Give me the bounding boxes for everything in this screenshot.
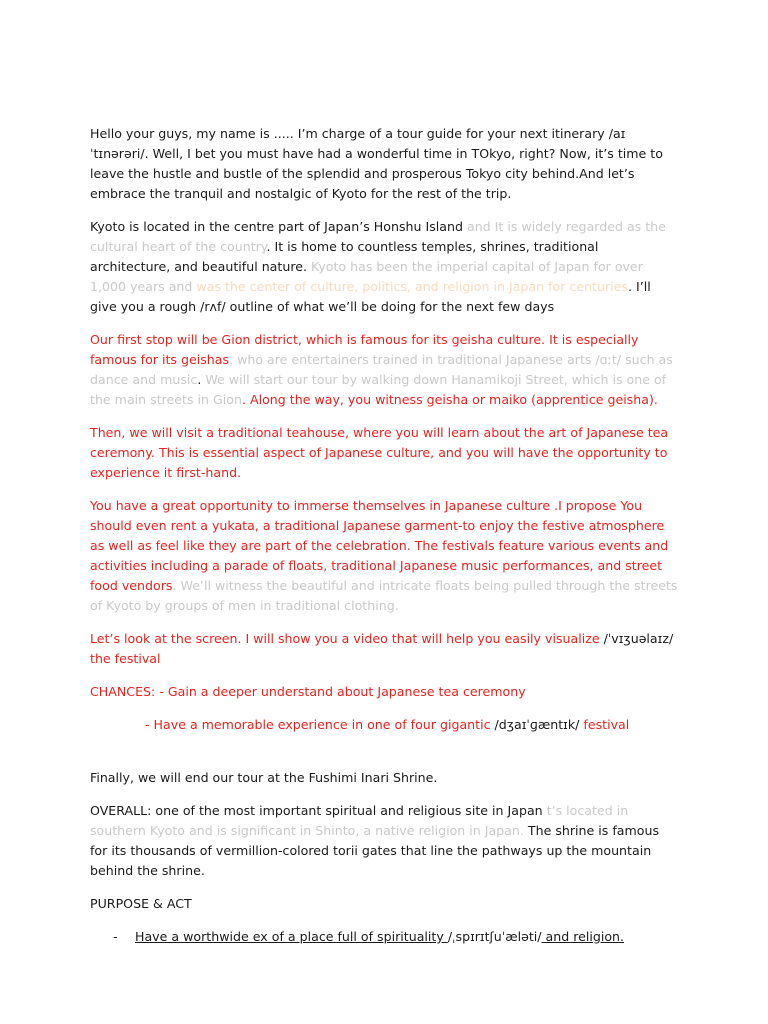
gion-text-b-faded: , who are entertainers trained in traditional Japanese arts /ɑːt/ such as dance and music [90, 352, 673, 387]
overall-text-c: The shrine is famous for its thousands of vermillion-colored torii gates that line the pathways up the mountain behind the shrine. [90, 823, 660, 878]
purpose-item-text [135, 927, 624, 947]
intro-text: Hello your guys, my name is ..... I’m charge of a tour guide for your next itinerary /aɪˈtɪnərəri/. Well, I bet you must have had a wonderful time in TOkyo, right? Now, it’s time to leave the hustle and bustle of the splendid and prosperous Tokyo city behind.And let’s embrace the tranquil and nostalgic of Kyoto for the rest of the trip. [90, 126, 663, 201]
chances-line-1 [90, 682, 680, 702]
purpose-heading-text: PURPOSE & ACT [90, 896, 192, 911]
kyoto-text-d-faded: Kyoto has been the imperial capital of Japan for over 1,000 years and [90, 259, 643, 294]
kyoto-text-c: . It is home to countless temples, shrines, traditional architecture, and beautiful nature. [90, 239, 599, 274]
gion-paragraph [90, 330, 680, 410]
chances-phonetic: /dʒaɪˈɡæntɪk/ [494, 717, 580, 732]
screen-phonetic: /ˈvɪʒuəlaɪz/ [603, 631, 674, 646]
screen-text-a: Let’s look at the screen. I will show you a video that will help you easily visualize [90, 631, 604, 646]
culture-text-a: You have a great opportunity to immerse themselves in Japanese culture .I propose You should even rent a yukata, a traditional Japanese garment-to enjoy the festive atmosphere as well as feel like they are part of the celebration. The festivals feature various events and activities including a parade of floats, traditional Japanese music performances, and street food vendors [90, 498, 669, 593]
kyoto-paragraph [90, 217, 680, 317]
teahouse-text: Then, we will visit a traditional teahouse, where you will learn about the art of Japanese tea ceremony. This is essential aspect of Japanese culture, and you will have the opportunity to experience it first-hand. [90, 425, 669, 480]
culture-paragraph [90, 496, 680, 616]
purpose-item-a: Have a worthwide ex of a place full of spirituality [135, 929, 448, 944]
overall-text-b-faded: t’s located in southern Kyoto and is significant in Shinto, a native religion in Japan. [90, 803, 629, 838]
gion-text-e: . Along the way, you witness geisha or maiko (apprentice geisha). [241, 392, 658, 407]
finally-paragraph [90, 768, 680, 788]
purpose-list-item [90, 927, 680, 947]
document-body [90, 124, 680, 947]
overall-text-a: OVERALL: one of the most important spiritual and religious site in Japan [90, 803, 543, 818]
gion-text-c: . [197, 372, 202, 387]
overall-paragraph [90, 801, 680, 881]
chances-text-2c: festival [579, 717, 630, 732]
purpose-phonetic: /ˌspɪrɪtʃuˈæləti/ [447, 929, 542, 944]
kyoto-text-e-faded: was the center of culture, politics, and religion in Japan for centuries [196, 279, 628, 294]
kyoto-text-f: . I’ll give you a rough /rʌf/ outline of what we’ll be doing for the next few days [90, 279, 651, 314]
purpose-item-c: and religion. [541, 929, 625, 944]
screen-text-c: the festival [90, 651, 161, 666]
dash-bullet-icon: - [113, 929, 118, 944]
kyoto-text-a: Kyoto is located in the centre part of Japan’s Honshu Island [90, 219, 463, 234]
culture-text-b-faded: . We’ll witness the beautiful and intricate floats being pulled through the streets of Kyoto by groups of men in traditional clothing. [90, 578, 678, 613]
kyoto-text-b-faded: and It is widely regarded as the cultural heart of the country [90, 219, 666, 254]
teahouse-paragraph [90, 423, 680, 483]
gion-text-d-faded: We will start our tour by walking down Hanamikoji Street, which is one of the main streets in Gion [90, 372, 667, 407]
finally-text: Finally, we will end our tour at the Fushimi Inari Shrine. [90, 770, 438, 785]
intro-paragraph [90, 124, 680, 204]
screen-paragraph [90, 629, 680, 669]
gion-text-a: Our first stop will be Gion district, which is famous for its geisha culture. It is especially famous for its geishas [90, 332, 639, 367]
chances-text-2a: - Have a memorable experience in one of four gigantic [145, 717, 495, 732]
chances-line-2 [90, 715, 680, 735]
purpose-heading [90, 894, 680, 914]
chances-text-1: CHANCES: - Gain a deeper understand about Japanese tea ceremony [90, 684, 526, 699]
